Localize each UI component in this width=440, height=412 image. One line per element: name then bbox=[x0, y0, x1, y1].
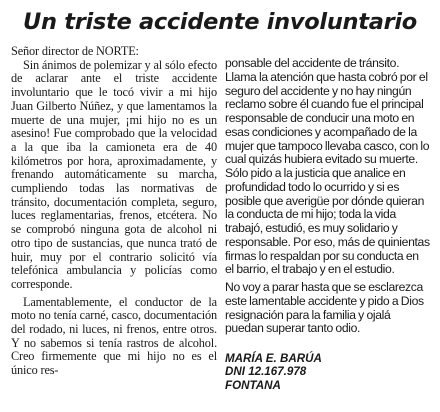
paragraph-1: Sin ánimos de polemizar y al sólo efecto de aclarar ante el triste accidente involuntario que le tocó vivir a mi hijo Juan Gilberto Núñez, y que lamentamos la muerte de una mujer, ¡mi hijo no es un asesino! Fue comprobado que la velocidad a la que iba la camioneta era de 40 kilómetros por hora, aproximadamente, y frenando automáticamente su marcha, cumpliendo todas las normativas de tránsito, documentación completa, seguro, luces reglamentarias, frenos, etcétera. No se comprobó ninguna gota de alcohol ni otro tipo de sustancias, que nunca trató de huir, muy por el contrario solicitó vía telefónica ambulancia y policías como corresponde. bbox=[11, 57, 217, 291]
left-column bbox=[11, 45, 217, 378]
salutation: Señor director de NORTE: bbox=[11, 44, 139, 58]
signature-name: MARÍA E. BARÚA bbox=[225, 352, 322, 365]
paragraph-2: Lamentablemente, el conductor de la moto no tenía carné, casco, documentación del rodado, ni luces, ni frenos, entre otros. Y no sabemos si tenía rastros de alcohol. Creo firmemente que mi hijo no es el único res- bbox=[11, 294, 217, 378]
signature-block bbox=[225, 352, 322, 392]
letter-title: Un triste accidente involuntario bbox=[23, 9, 417, 35]
paragraph-2-continued: ponsable del accidente de tránsito. bbox=[225, 56, 400, 70]
paragraph-3: Llama la atención que hasta cobró por el seguro del accidente y no hay ningún reclamo sobre él cuando fue el principal responsable de conducir una moto en esas condiciones y acompañado de la mujer que tampoco llevaba casco, con lo cual quizás hubiera evitado su muerte. bbox=[225, 69, 430, 167]
signature-dni: DNI 12.167.978 bbox=[225, 365, 307, 379]
signature-city: FONTANA bbox=[225, 378, 281, 392]
paragraph-5: No voy a parar hasta que se esclarezca este lamentable accidente y pido a Dios resignación para la familia y ojalá puedan superar tanto odio. bbox=[225, 280, 424, 336]
right-column bbox=[225, 57, 430, 336]
paragraph-4: Sólo pido a la justicia que analice en profundidad todo lo ocurrido y si es posible que averigüe por dónde quieran la conducta de mi hijo; toda la vida trabajó, estudió, es muy solidario y responsable. Por eso, más de quinientas firmas lo respaldan por su conducta en el barrio, el trabajo y en el estudio. bbox=[225, 166, 430, 277]
